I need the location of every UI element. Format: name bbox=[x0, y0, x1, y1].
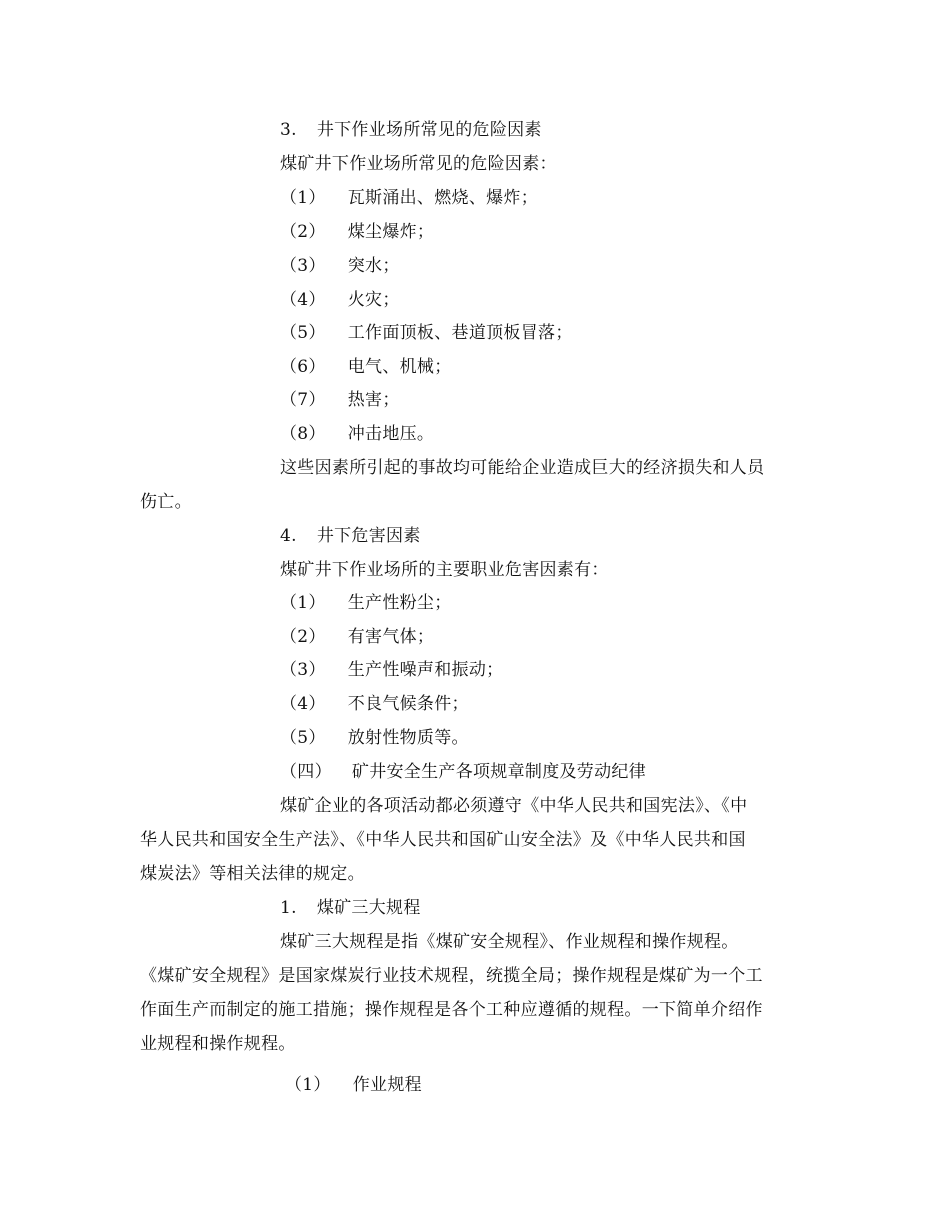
subsection-1-number: 1. bbox=[280, 898, 297, 918]
list-item-number: （1） bbox=[285, 1075, 331, 1095]
part-4-title: 矿井安全生产各项规章制度及劳动纪律 bbox=[351, 762, 647, 782]
subsection-1-paragraph-line-4: 业规程和操作规程。 bbox=[140, 1034, 296, 1054]
list-item bbox=[280, 355, 452, 379]
list-item bbox=[285, 1073, 422, 1097]
section-3-heading bbox=[280, 118, 542, 142]
list-item bbox=[280, 186, 538, 210]
section-3-intro: 煤矿井下作业场所常见的危险因素： bbox=[280, 154, 557, 174]
list-item-text: 突水； bbox=[347, 256, 400, 276]
list-item-text: 生产性噪声和振动； bbox=[347, 660, 504, 680]
list-item bbox=[280, 591, 452, 615]
section-3-conclusion-line-1: 这些因素所引起的事故均可能给企业造成巨大的经济损失和人员 bbox=[280, 458, 765, 478]
list-item bbox=[280, 254, 400, 278]
part-4-paragraph-line-2: 华人民共和国安全生产法》、《中华人民共和国矿山安全法》及《中华人民共和国 bbox=[140, 830, 746, 850]
part-4-heading bbox=[280, 760, 646, 784]
list-item bbox=[280, 726, 469, 750]
list-item-number: （5） bbox=[280, 728, 326, 748]
list-item-text: 工作面顶板、巷道顶板冒落； bbox=[347, 323, 573, 343]
list-item bbox=[280, 388, 400, 412]
subsection-1-heading bbox=[280, 896, 421, 920]
subsection-1-paragraph-line-2: 《煤矿安全规程》是国家煤炭行业技术规程，统揽全局；操作规程是煤矿为一个工 bbox=[140, 966, 763, 986]
list-item-text: 放射性物质等。 bbox=[347, 728, 469, 748]
list-item-text: 煤尘爆炸； bbox=[347, 222, 435, 242]
list-item-text: 有害气体； bbox=[347, 627, 435, 647]
list-item-number: （4） bbox=[280, 290, 326, 310]
list-item-text: 瓦斯涌出、燃烧、爆炸； bbox=[347, 188, 539, 208]
list-item-text: 热害； bbox=[347, 390, 400, 410]
section-4-number: 4. bbox=[280, 526, 297, 546]
list-item-number: （3） bbox=[280, 660, 326, 680]
list-item-number: （2） bbox=[280, 222, 326, 242]
list-item-text: 不良气候条件； bbox=[347, 694, 469, 714]
list-item-number: （4） bbox=[280, 694, 326, 714]
section-3-number: 3. bbox=[280, 120, 297, 140]
subsection-1-paragraph-line-1: 煤矿三大规程是指《煤矿安全规程》、作业规程和操作规程。 bbox=[280, 932, 739, 952]
list-item bbox=[280, 692, 469, 716]
list-item-number: （7） bbox=[280, 390, 326, 410]
list-item-text: 电气、机械； bbox=[347, 357, 452, 377]
section-4-intro: 煤矿井下作业场所的主要职业危害因素有： bbox=[280, 560, 609, 580]
section-4-title: 井下危害因素 bbox=[316, 526, 421, 546]
list-item bbox=[280, 220, 434, 244]
list-item-number: （8） bbox=[280, 424, 326, 444]
section-3-title: 井下作业场所常见的危险因素 bbox=[316, 120, 542, 140]
list-item bbox=[280, 658, 503, 682]
subsection-1-title: 煤矿三大规程 bbox=[316, 898, 421, 918]
list-item-number: （3） bbox=[280, 256, 326, 276]
list-item-number: （6） bbox=[280, 357, 326, 377]
list-item-text: 作业规程 bbox=[352, 1075, 422, 1095]
list-item-number: （2） bbox=[280, 627, 326, 647]
section-3-conclusion-line-2: 伤亡。 bbox=[140, 492, 192, 512]
list-item-text: 冲击地压。 bbox=[347, 424, 435, 444]
section-4-heading bbox=[280, 524, 421, 548]
part-4-paragraph-line-1: 煤矿企业的各项活动都必须遵守《中华人民共和国宪法》、《中 bbox=[280, 796, 748, 816]
part-4-number: （四） bbox=[280, 762, 332, 782]
list-item-number: （1） bbox=[280, 188, 326, 208]
subsection-1-paragraph-line-3: 作面生产而制定的施工措施；操作规程是各个工种应遵循的规程。一下简单介绍作 bbox=[140, 1000, 763, 1020]
list-item-text: 火灾； bbox=[347, 290, 400, 310]
list-item bbox=[280, 625, 434, 649]
list-item-text: 生产性粉尘； bbox=[347, 593, 452, 613]
list-item-number: （1） bbox=[280, 593, 326, 613]
list-item-number: （5） bbox=[280, 323, 326, 343]
part-4-paragraph-line-3: 煤炭法》等相关法律的规定。 bbox=[140, 864, 365, 884]
list-item bbox=[280, 288, 400, 312]
list-item bbox=[280, 422, 434, 446]
list-item bbox=[280, 321, 573, 345]
